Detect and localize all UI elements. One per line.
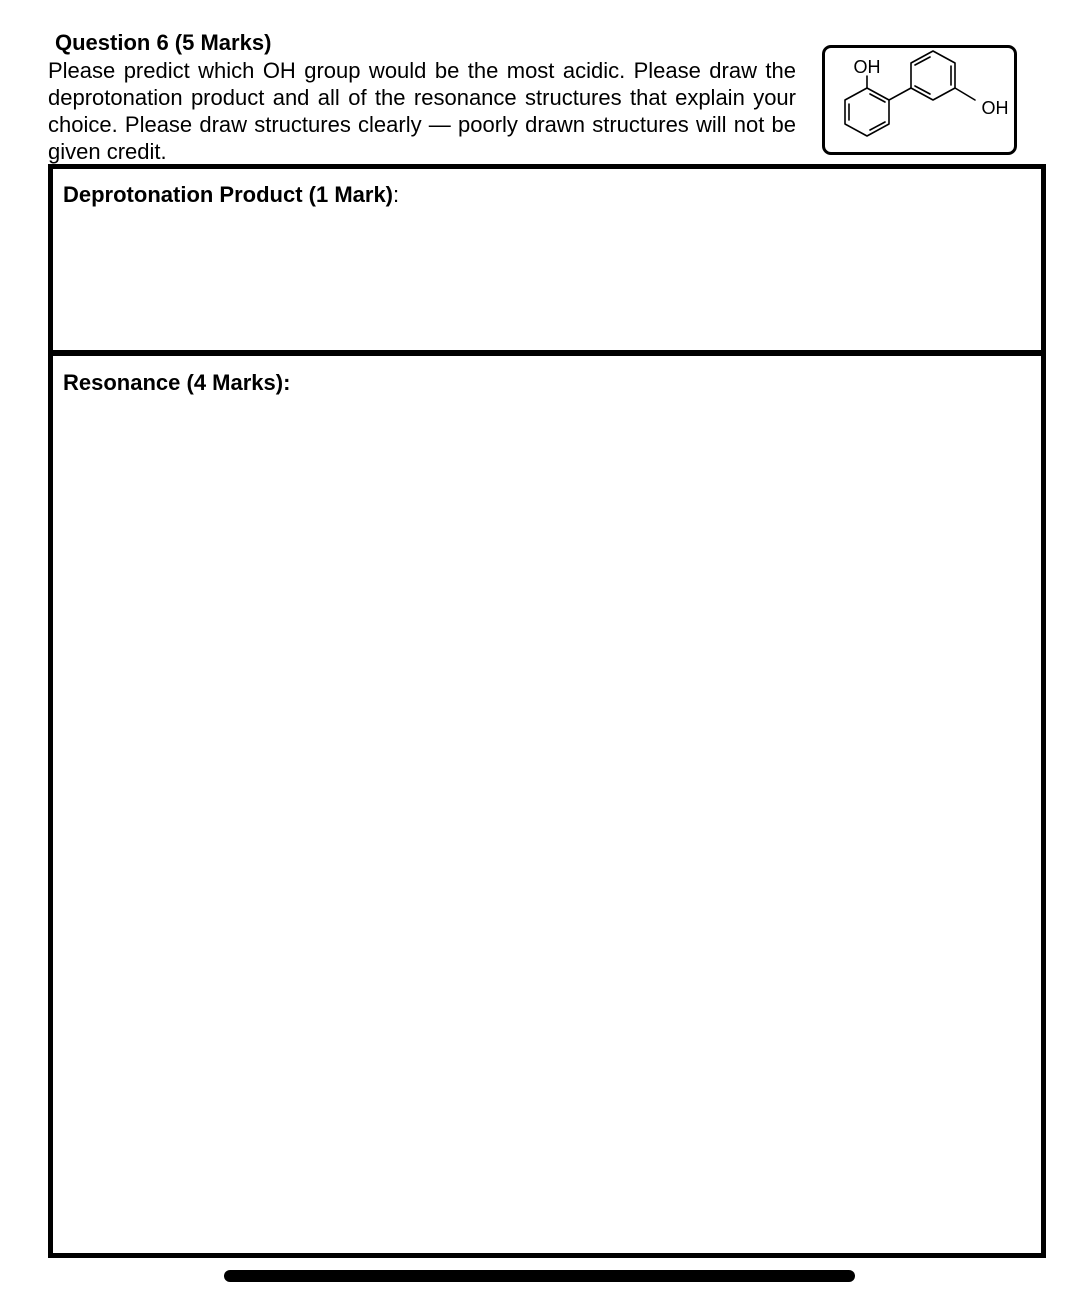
deprotonation-label-title: Deprotonation Product (1 Mark) bbox=[63, 182, 394, 207]
meta-oh-label: OH bbox=[981, 98, 1009, 118]
deprotonation-label-colon: : bbox=[393, 182, 400, 207]
question-title: Question 6 (5 Marks) bbox=[55, 30, 272, 55]
resonance-answer-box[interactable] bbox=[48, 350, 1046, 1258]
resonance-label bbox=[63, 370, 290, 396]
right-benzene-ring bbox=[911, 51, 955, 100]
home-indicator-bar[interactable] bbox=[224, 1270, 855, 1282]
deprotonation-label bbox=[63, 182, 399, 208]
resonance-label-title: Resonance (4 Marks): bbox=[63, 370, 291, 395]
biphenyl-diol-structure-icon bbox=[825, 48, 1020, 158]
left-benzene-ring bbox=[845, 88, 889, 136]
deprotonation-answer-box[interactable] bbox=[48, 164, 1046, 356]
question-instructions: Please predict which OH group would be the most acidic. Please draw the deprotonation product and all of the resonance structures that explain your choice. Please draw structures clearly — poorly drawn structures will not be given credit. bbox=[48, 58, 796, 164]
ortho-oh-label: OH bbox=[853, 57, 881, 77]
molecule-structure-box bbox=[822, 45, 1017, 155]
